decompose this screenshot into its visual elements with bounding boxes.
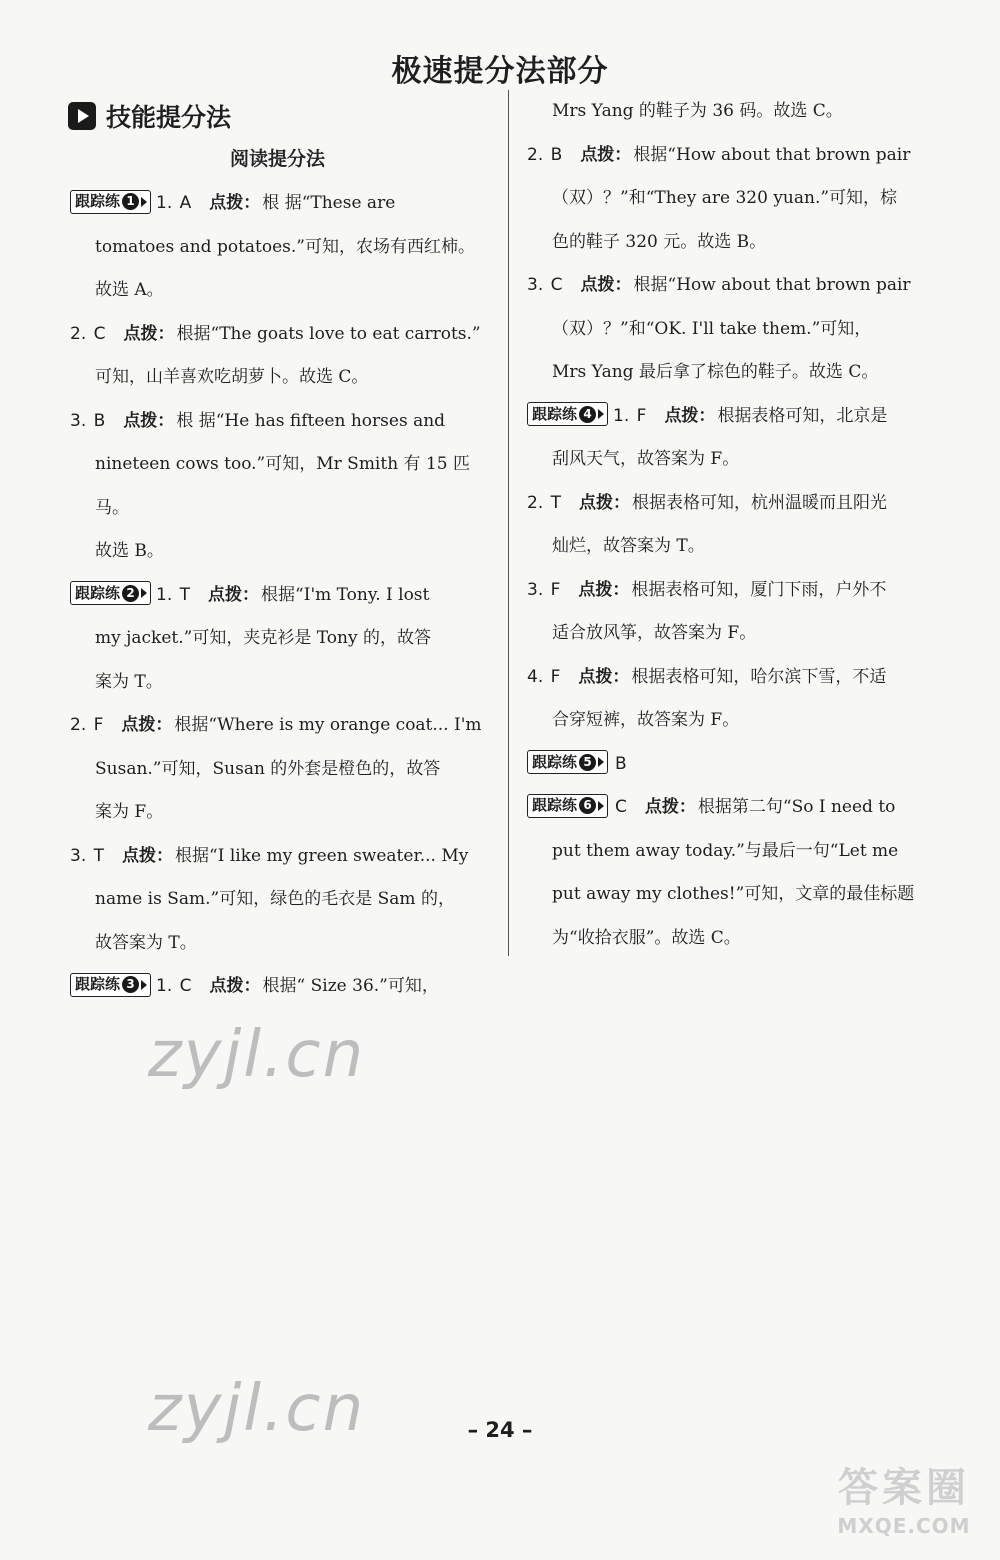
answer-item: 跟踪练 2 1. T 点拨： 根据“I'm Tony. I lost bbox=[70, 574, 485, 618]
answer-item: 跟踪练 5 B bbox=[527, 743, 942, 787]
page-number: – 24 – bbox=[467, 1418, 533, 1442]
answer-line: 故选 A。 bbox=[95, 280, 164, 300]
answer-item: 3. B 点拨： 根 据“He has fifteen horses and bbox=[70, 410, 446, 431]
answer-line: name is Sam.”可知，绿色的毛衣是 Sam 的， bbox=[95, 889, 455, 909]
answer-line: put away my clothes!”可知，文章的最佳标题 bbox=[552, 884, 915, 904]
answer-item: 跟踪练 4 1. F 点拨： 根据表格可知，北京是 bbox=[527, 395, 942, 439]
play-icon bbox=[68, 102, 96, 130]
answer-line: put them away today.”与最后一句“Let me bbox=[552, 840, 899, 861]
answer-line: 适合放风筝，故答案为 F。 bbox=[552, 623, 757, 643]
answer-item: 3. C 点拨： 根据“How about that brown pair bbox=[527, 275, 911, 295]
practice-tag: 跟踪练 1 bbox=[70, 190, 151, 214]
answer-line: tomatoes and potatoes.”可知，农场有西红柿。 bbox=[95, 236, 475, 257]
practice-tag: 跟踪练 5 bbox=[527, 750, 608, 774]
answer-line: 为“收拾衣服”。故选 C。 bbox=[552, 927, 741, 948]
arrow-icon bbox=[141, 197, 147, 207]
answer-line: 案为 F。 bbox=[95, 802, 164, 822]
arrow-icon bbox=[598, 757, 604, 767]
practice-tag: 跟踪练 6 bbox=[527, 794, 608, 818]
answer-line: my jacket.”可知，夹克衫是 Tony 的，故答 bbox=[95, 628, 431, 648]
left-column bbox=[70, 182, 485, 1009]
right-column bbox=[527, 90, 942, 960]
answer-item: 2. C 点拨： 根据“The goats love to eat carrots.” bbox=[70, 323, 481, 344]
section-title: 技能提分法 bbox=[106, 103, 232, 132]
arrow-icon bbox=[598, 409, 604, 419]
practice-tag: 跟踪练 4 bbox=[527, 402, 608, 426]
column-divider bbox=[508, 90, 509, 956]
answer-item: 3. T 点拨： 根据“I like my green sweater... My bbox=[70, 845, 469, 866]
page-title: 极速提分法部分 bbox=[391, 54, 609, 89]
answer-line: 可知，山羊喜欢吃胡萝卜。故选 C。 bbox=[95, 367, 369, 387]
logo-domain: MXQE.COM bbox=[837, 1514, 971, 1538]
answer-item: 跟踪练 6 C 点拨： 根据第二句“So I need to bbox=[527, 786, 942, 830]
answer-line: 灿烂，故答案为 T。 bbox=[552, 536, 705, 556]
answer-line: Mrs Yang 最后拿了棕色的鞋子。故选 C。 bbox=[552, 362, 879, 382]
arrow-icon bbox=[598, 801, 604, 811]
site-logo bbox=[820, 1462, 988, 1552]
answer-line: 合穿短裤，故答案为 F。 bbox=[552, 710, 740, 730]
answer-item: 3. F 点拨： 根据表格可知，厦门下雨，户外不 bbox=[527, 579, 887, 600]
answer-item: 4. F 点拨： 根据表格可知，哈尔滨下雪，不适 bbox=[527, 666, 887, 687]
answer-line: Mrs Yang 的鞋子为 36 码。故选 C。 bbox=[552, 101, 843, 121]
answer-item: 2. F 点拨： 根据“Where is my orange coat... I'm bbox=[70, 715, 482, 735]
answer-item: 2. T 点拨： 根据表格可知，杭州温暖而且阳光 bbox=[527, 492, 888, 513]
watermark: zyjl.cn bbox=[148, 1018, 366, 1092]
answer-item: 2. B 点拨： 根据“How about that brown pair bbox=[527, 144, 911, 165]
logo-text: 答案圈 bbox=[838, 1465, 970, 1511]
answer-line: （双）？”和“They are 320 yuan.”可知，棕 bbox=[552, 188, 898, 208]
answer-line: （双）？”和“OK. I'll take them.”可知， bbox=[552, 318, 872, 339]
practice-tag: 跟踪练 2 bbox=[70, 581, 151, 605]
answer-line: 故答案为 T。 bbox=[95, 932, 197, 953]
watermark: zyjl.cn bbox=[148, 1372, 366, 1446]
answer-line: Susan.”可知，Susan 的外套是橙色的，故答 bbox=[95, 758, 441, 779]
answer-item: 跟踪练 1 1. A 点拨： 根 据“These are bbox=[70, 182, 485, 226]
answer-line: 刮风天气，故答案为 F。 bbox=[552, 449, 740, 469]
answer-item: 跟踪练 3 1. C 点拨： 根据“ Size 36.”可知， bbox=[70, 965, 485, 1009]
answer-line: 故选 B。 bbox=[95, 541, 164, 561]
arrow-icon bbox=[141, 980, 147, 990]
subsection-title: 阅读提分法 bbox=[229, 148, 325, 170]
answer-line: 案为 T。 bbox=[95, 671, 163, 692]
answer-line: nineteen cows too.”可知，Mr Smith 有 15 匹马。 bbox=[95, 454, 470, 518]
section-heading bbox=[68, 98, 231, 134]
arrow-icon bbox=[141, 588, 147, 598]
practice-tag: 跟踪练 3 bbox=[70, 973, 151, 997]
answer-line: 色的鞋子 320 元。故选 B。 bbox=[552, 231, 767, 252]
